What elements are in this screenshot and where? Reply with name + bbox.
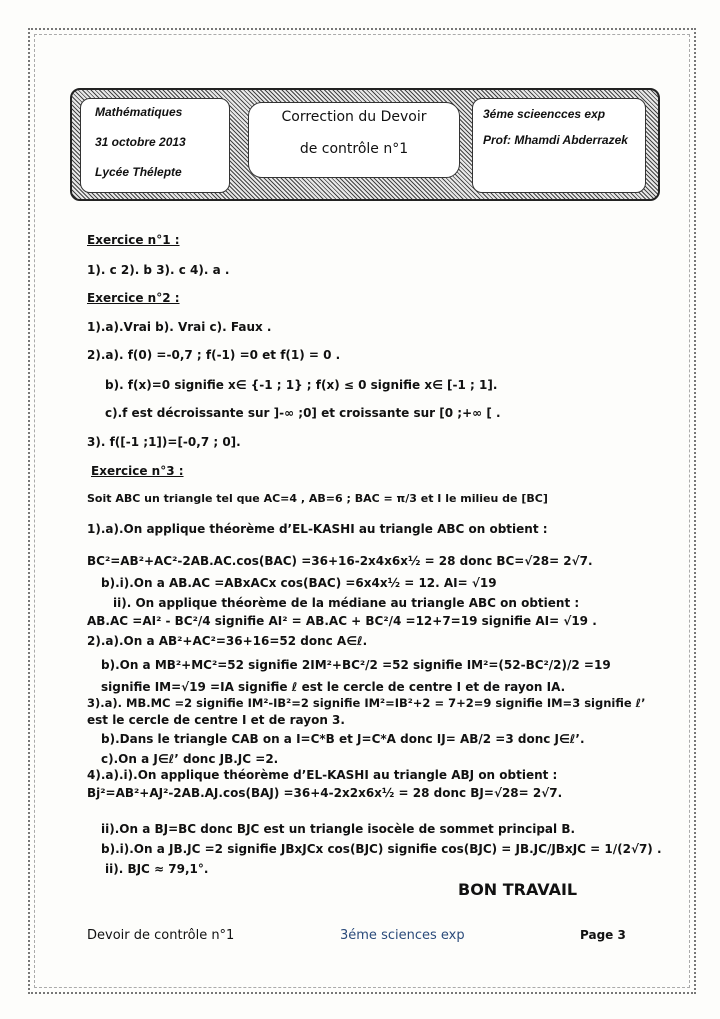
- exercise-3-line: ii). BJC ≈ 79,1°.: [105, 862, 209, 876]
- page-number: Page 3: [580, 928, 626, 942]
- exercise-1-title: Exercice n°1 :: [87, 233, 180, 247]
- school-label: Lycée Thélepte: [95, 165, 182, 179]
- closing-message: BON TRAVAIL: [458, 880, 578, 899]
- footer-center: 3éme sciences exp: [340, 928, 465, 943]
- teacher-label: Prof: Mhamdi Abderrazek: [483, 133, 628, 147]
- exercise-3-line: Soit ABC un triangle tel que AC=4 , AB=6 ; BAC = π/3 et I le milieu de [BC]: [87, 492, 548, 505]
- exercise-3-line: est le cercle de centre I et de rayon 3.: [87, 713, 345, 727]
- header-left-cell: [80, 98, 230, 193]
- exercise-3-line: 1).a).On applique théorème d’EL-KASHI au triangle ABC on obtient :: [87, 522, 548, 536]
- exercise-2-line: 3). f([-1 ;1])=[-0,7 ; 0].: [87, 435, 241, 449]
- exercise-3-line: 3).a). MB.MC =2 signifie IM²-IB²=2 signifie IM²=IB²+2 = 7+2=9 signifie IM=3 signifie ℓ’: [87, 696, 646, 710]
- exercise-2-line: c).f est décroissante sur ]-∞ ;0] et croissante sur [0 ;+∞ [ .: [105, 406, 501, 420]
- footer-left: Devoir de contrôle n°1: [87, 928, 235, 943]
- exercise-3-line: BC²=AB²+AC²-2AB.AC.cos(BAC) =36+16-2x4x6x½ = 28 donc BC=√28= 2√7.: [87, 554, 593, 568]
- subject-label: Mathématiques: [95, 105, 183, 119]
- document-subtitle: de contrôle n°1: [299, 141, 409, 157]
- exercise-2-line: b). f(x)=0 signifie x∈ {-1 ; 1} ; f(x) ≤ 0 signifie x∈ [-1 ; 1].: [105, 378, 498, 392]
- header-title-cell: [248, 102, 460, 178]
- exercise-3-line: Bj²=AB²+AJ²-2AB.AJ.cos(BAJ) =36+4-2x2x6x½ = 28 donc BJ=√28= 2√7.: [87, 786, 563, 800]
- exercise-3-line: c).On a J∈ℓ’ donc JB.JC =2.: [101, 752, 279, 766]
- exercise-2-line: 2).a). f(0) =-0,7 ; f(-1) =0 et f(1) = 0 .: [87, 348, 341, 362]
- exercise-3-line: AB.AC =AI² - BC²/4 signifie AI² = AB.AC + BC²/4 =12+7=19 signifie AI= √19 .: [87, 614, 597, 628]
- exercise-3-line: b).On a MB²+MC²=52 signifie 2IM²+BC²/2 =52 signifie IM²=(52-BC²/2)/2 =19: [101, 658, 611, 672]
- exercise-3-title: Exercice n°3 :: [91, 464, 184, 478]
- document-title: Correction du Devoir: [281, 109, 427, 125]
- exercise-2-line: 1).a).Vrai b). Vrai c). Faux .: [87, 320, 272, 334]
- exercise-1-answers: 1). c 2). b 3). c 4). a .: [87, 263, 230, 277]
- class-label: 3éme scieencces exp: [483, 107, 606, 121]
- exercise-3-line: b).i).On a JB.JC =2 signifie JBxJCx cos(BJC) signifie cos(BJC) = JB.JC/JBxJC = 1/(2√7) .: [101, 842, 662, 856]
- header-right-cell: [472, 98, 646, 193]
- exercise-3-line: signifie IM=√19 =IA signifie ℓ est le cercle de centre I et de rayon IA.: [101, 680, 566, 694]
- header-box: [70, 88, 660, 201]
- exercise-3-line: ii).On a BJ=BC donc BJC est un triangle isocèle de sommet principal B.: [101, 822, 576, 836]
- exercise-3-line: ii). On applique théorème de la médiane au triangle ABC on obtient :: [113, 596, 580, 610]
- exercise-3-line: 4).a).i).On applique théorème d’EL-KASHI au triangle ABJ on obtient :: [87, 768, 558, 782]
- exercise-3-line: 2).a).On a AB²+AC²=36+16=52 donc A∈ℓ.: [87, 634, 368, 648]
- date-label: 31 octobre 2013: [95, 135, 186, 149]
- exercise-3-line: b).i).On a AB.AC =ABxACx cos(BAC) =6x4x½ = 12. AI= √19: [101, 576, 497, 590]
- exercise-3-line: b).Dans le triangle CAB on a I=C*B et J=C*A donc IJ= AB/2 =3 donc J∈ℓ’.: [101, 732, 585, 746]
- exercise-2-title: Exercice n°2 :: [87, 291, 180, 305]
